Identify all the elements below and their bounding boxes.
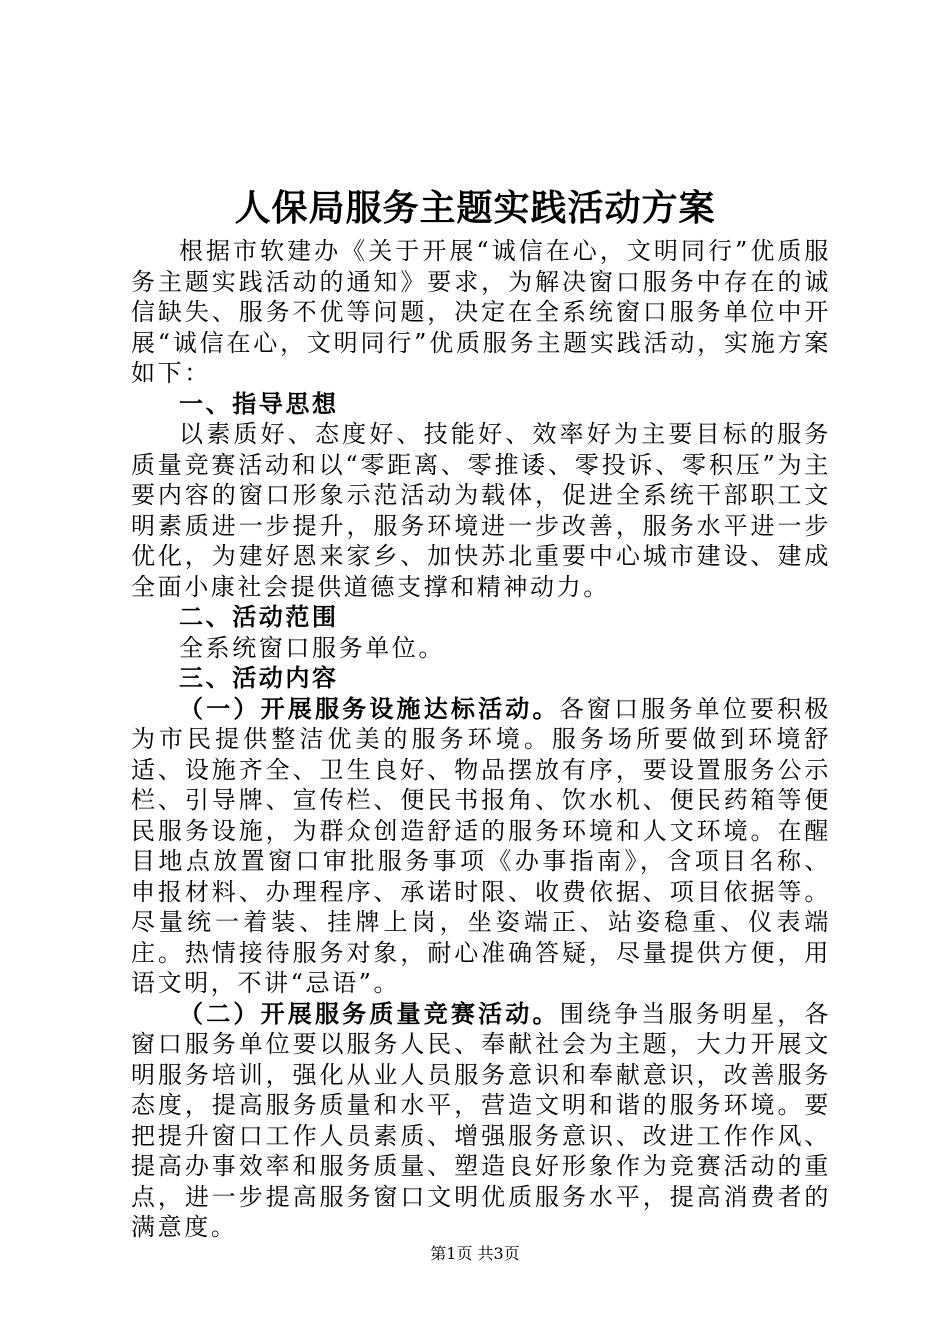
- section-heading-activity-content: 三、活动内容: [179, 664, 339, 692]
- content-item-quality: [131, 999, 831, 1243]
- intro-paragraph: 根据市软建办《关于开展“诚信在心，文明同行”优质服务主题实践活动的通知》要求，为解决窗口服务中存在的诚信缺失、服务不优等问题，决定在全系统窗口服务单位中开展“诚信在心，文明同行”优质服务主题实践活动，实施方案如下：: [131, 237, 831, 387]
- document-title: 人保局服务主题实践活动方案: [234, 187, 716, 229]
- section-heading-guiding-ideology: 一、指导思想: [179, 389, 339, 418]
- content-item-quality-text: 围绕争当服务明星，各窗口服务单位要以服务人民、奉献社会为主题，大力开展文明服务培训，强化从业人员服务意识和奉献意识，改善服务态度，提高服务质量和水平，营造文明和谐的服务环境。要把提升窗口工作人员素质、增强服务意识、改进工作作风、提高办事效率和服务质量、塑造良好形象作为竞赛活动的重点，进一步提高服务窗口文明优质服务水平，提高消费者的满意度。: [131, 999, 832, 1241]
- document-body: [131, 236, 831, 1243]
- section-paragraph-activity-scope: 全系统窗口服务单位。: [179, 633, 445, 662]
- page-footer: 第1页 共3页: [430, 1244, 520, 1263]
- content-item-facilities: [131, 694, 831, 999]
- section-paragraph-guiding-ideology: 以素质好、态度好、技能好、效率好为主要目标的服务质量竞赛活动和以“零距离、零推诿、零投诉、零积压”为主要内容的窗口形象示范活动为载体，促进全系统干部职工文明素质进一步提升，服务环境进一步改善，服务水平进一步优化，为建好恩来家乡、加快苏北重要中心城市建设、建成全面小康社会提供道德支撑和精神动力。: [131, 420, 831, 601]
- content-item-quality-lead: （二）开展服务质量竞赛活动。: [179, 999, 560, 1028]
- content-item-facilities-text: 各窗口服务单位要积极为市民提供整洁优美的服务环境。服务场所要做到环境舒适、设施齐全、卫生良好、物品摆放有序，要设置服务公示栏、引导牌、宣传栏、便民书报角、饮水机、便民药箱等便民服务设施，为群众创造舒适的服务环境和人文环境。在醒目地点放置窗口审批服务事项《办事指南》，含项目名称、申报材料、办理程序、承诺时限、收费依据、项目依据等。尽量统一着装、挂牌上岗，坐姿端正、站姿稳重、仪表端庄。热情接待服务对象，耐心准确答疑，尽量提供方便，用语文明，不讲“忌语”。: [131, 694, 832, 997]
- content-item-facilities-lead: （一）开展服务设施达标活动。: [179, 694, 560, 723]
- section-heading-activity-scope: 二、活动范围: [179, 603, 339, 631]
